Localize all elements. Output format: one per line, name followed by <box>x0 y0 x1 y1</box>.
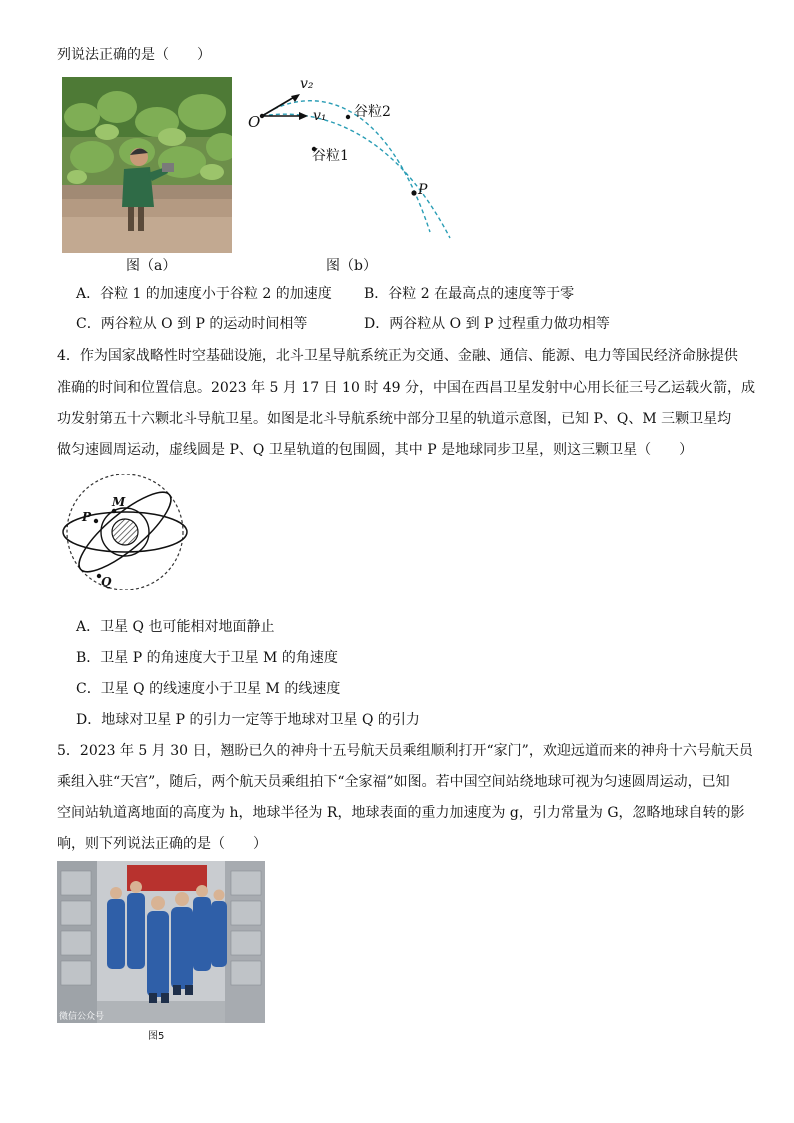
trajectory-diagram <box>240 72 470 247</box>
q4-option-b: B．卫星 P 的角速度大于卫星 M 的角速度 <box>76 650 338 666</box>
sat-p <box>94 519 98 523</box>
fig-a-caption: 图（a） <box>126 258 177 274</box>
q3-option-a: A．谷粒 1 的加速度小于谷粒 2 的加速度 <box>76 286 332 302</box>
q5-stem-line-2: 乘组入驻“天宫”，随后，两个航天员乘组拍下“全家福”如图。若中国空间站绕地球可视为匀速圆周运动，已知 <box>57 774 730 790</box>
q4-stem-line-1: 4．作为国家战略性时空基础设施，北斗卫星导航系统正为交通、金融、通信、能源、电力等国民经济命脉提供 <box>57 348 738 364</box>
q4-stem-line-2: 准确的时间和位置信息。2023 年 5 月 17 日 10 时 49 分，中国在西昌卫星发射中心用长征三号乙运载火箭，成 <box>57 380 756 396</box>
label-o: O <box>248 113 261 131</box>
q4-stem-line-4: 做匀速圆周运动，虚线圆是 P、Q 卫星轨道的包围圆，其中 P 是地球同步卫星，则这三颗卫星（ ） <box>57 442 694 458</box>
q3-option-b: B．谷粒 2 在最高点的速度等于零 <box>364 286 575 302</box>
label-p: P <box>418 182 428 198</box>
v2-arrowhead <box>291 94 300 102</box>
q5-stem-line-3: 空间站轨道离地面的高度为 h，地球半径为 R，地球表面的重力加速度为 g，引力常量为 G，忽略地球自转的影 <box>57 805 745 821</box>
label-grain2: 谷粒2 <box>354 104 391 120</box>
trajectory-grain1 <box>262 114 450 238</box>
fig-b-caption: 图（b） <box>326 258 377 274</box>
astronauts-photo <box>57 861 265 1023</box>
q4-stem-line-3: 功发射第五十六颗北斗导航卫星。如图是北斗导航系统中部分卫星的轨道示意图，已知 P、Q、M 三颗卫星均 <box>57 411 732 427</box>
q3-option-d: D．两谷粒从 O 到 P 过程重力做功相等 <box>364 316 610 332</box>
trajectory-grain2 <box>262 101 430 232</box>
orbit-label-m: M <box>112 495 126 509</box>
v1-arrowhead <box>299 112 308 120</box>
farmer-photo <box>62 77 232 253</box>
orbit-label-p: P <box>82 510 92 524</box>
earth <box>112 519 138 545</box>
point-p <box>411 190 416 195</box>
orbit-label-q: Q <box>101 575 112 589</box>
q5-stem-line-4: 响，则下列说法正确的是（ ） <box>57 836 267 852</box>
point-o <box>260 114 264 118</box>
photo-watermark: 微信公众号 <box>59 1012 105 1022</box>
label-grain1: 谷粒1 <box>312 148 349 164</box>
label-v2: v₂ <box>300 76 314 92</box>
label-v1: v₁ <box>313 108 327 124</box>
q4-option-d: D．地球对卫星 P 的引力一定等于地球对卫星 Q 的引力 <box>76 712 420 728</box>
photo-caption: 图5 <box>148 1031 165 1042</box>
q4-option-c: C．卫星 Q 的线速度小于卫星 M 的线速度 <box>76 681 341 697</box>
q3-stem-tail: 列说法正确的是（ ） <box>57 47 211 63</box>
orbit-diagram <box>62 474 192 590</box>
q4-option-a: A．卫星 Q 也可能相对地面静止 <box>76 619 275 635</box>
q3-option-c: C．两谷粒从 O 到 P 的运动时间相等 <box>76 316 308 332</box>
point-grain2 <box>346 115 350 119</box>
q5-stem-line-1: 5．2023 年 5 月 30 日，翘盼已久的神舟十五号航天员乘组顺利打开“家门”，欢迎远道而来的神舟十六号航天员 <box>57 743 753 759</box>
